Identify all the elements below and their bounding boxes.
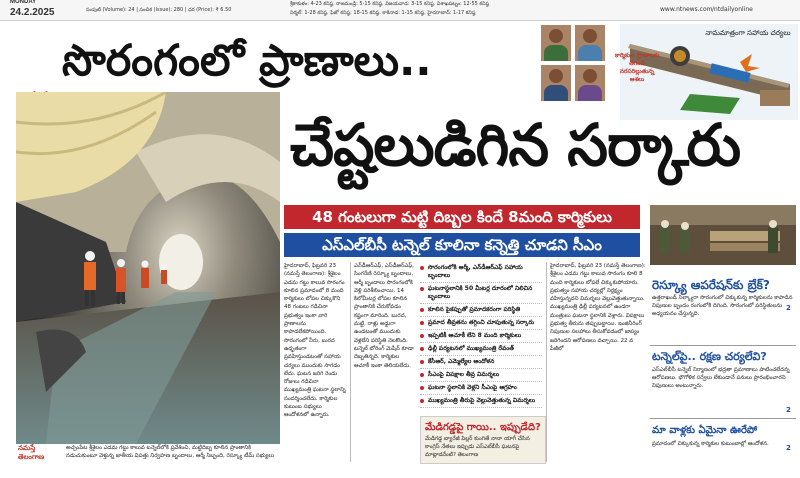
bullet-item: సొరంగంలోకి ఆర్మీ, ఎన్‌డీఆర్‌ఎఫ్ సహాయ బృందాలు (420, 262, 542, 283)
sidebar-story-3-page: 2 (786, 444, 791, 452)
bullet-dot-icon (420, 399, 424, 403)
rescue-callout: నామమాత్రంగా సహాయ చర్యలు (705, 29, 791, 37)
photo-caption: అచ్చంపేట శ్రీశైలం ఎడమ గట్టు కాలువ టన్నెల్‌లోకి ప్రవేశించి, మట్టిదిబ్బ కూలిన ప్రాంతానికి నడుచుకుంటూ వెళ్తున్న జాతీయ విపత్తు నిర్వహణ బృందాలు, ఆర్మీ సిబ్బంది, రెస్క్యూ టీమ్ సభ్యులు (66, 445, 275, 459)
worker-photo (540, 64, 572, 102)
sidebar-story-1-title[interactable]: రెస్క్యూ ఆపరేషన్‌కు బ్రేక్? (652, 278, 770, 292)
bullet-dot-icon (420, 266, 424, 270)
edition-info: సంపుటి (Volume): 24 | సంచిక (Issue): 280 | ధర (Price): ₹ 6.50 (86, 7, 232, 13)
headline-top-text: సొరంగంలో ప్రాణాలు.. (62, 36, 432, 86)
boxed-story-body: మేడిగడ్డ బ్యారేజీ పిల్లర్ కుంగితే నానా యాగీ చేసిన కాంగ్రెస్ నేతలు ఇప్పుడు ఎస్ఎల్‌బీసీ ఘటనపై మాట్లాడరేంటి? తెలంగాణ (425, 436, 530, 458)
article-column-1: హైదరాబాద్, ఫిబ్రవరి 23 (నమస్తే తెలంగాణ): శ్రీశైలం ఎడమ గట్టు కాలువ సొరంగం కూలిన ప్రమాదంలో 8 మంది కార్మికులు లోపల చిక్కుకొని 48 గంటలు గడిచినా ప్రభుత్వం ఇంకా వారి ప్రాణాలను కాపాడలేకపోయింది. సొరంగంలో నీరు, బురద ఉధృతంగా ప్రవహిస్తుండటంతో సహాయ చర్యలు ముందుకు సాగడం లేదు. ఘటన జరిగి రెండు రోజులు గడిచినా ముఖ్యమంత్రి ఘటనా స్థలాన్ని సందర్శించలేదు. కార్మికుల కుటుంబ సభ్యులు ఆందోళనలో ఉన్నారు. (284, 263, 346, 419)
boxed-story-title: మేడిగడ్డపై గాయి.. ఇప్పుడేది? (425, 422, 541, 433)
photo-credit: నమస్తే తెలంగాణ (18, 444, 45, 461)
rescue-team-image (650, 205, 796, 265)
sidebar-story-2-page: 2 (786, 406, 791, 414)
workers-callout: కార్మికుల ప్రాణాలకు తెగించి నరసరిల్లుతున్న ఆశలు (614, 52, 660, 83)
rescue-team-photo (650, 205, 796, 265)
main-photo (16, 92, 280, 444)
bullet-dot-icon (420, 360, 424, 364)
bullet-item: కూలిన పైకప్పుతో ప్రమాదకరంగా పరిస్థితి (420, 304, 542, 317)
bullet-dot-icon (420, 308, 424, 312)
headline-top (16, 34, 536, 88)
bullet-dot-icon (420, 334, 424, 338)
article-column-3: హైదరాబాద్, ఫిబ్రవరి 23 (నమస్తే తెలంగాణ): శ్రీశైలం ఎడమ గట్టు కాలువ సొరంగం కూలి 8 మంది కార్మికులు లోపలే చిక్కుకుపోయారు. ప్రభుత్వం సహాయ చర్యల్లో నిర్లక్ష్యం వహిస్తున్నదని విమర్శలు వెల్లువెత్తుతున్నాయి. ముఖ్యమంత్రి ఢిల్లీ పర్యటనలో ఉండగా మంత్రులు ఘటనా స్థలానికి వెళ్లారు. విపక్షాలు ప్రభుత్వ తీరును తప్పుబట్టాయి. ఇంజినీరింగ్ నిపుణుల సలహాలు తీసుకోవడంలో జాప్యం జరిగిందని ఆరోపణలు వచ్చాయి. 22 వ పేజీలో (550, 263, 646, 352)
sidebar-divider (650, 345, 796, 346)
worker-photo (574, 64, 606, 102)
worker-photos (540, 24, 610, 104)
social-handle[interactable]: /ntdailyonline (712, 6, 753, 13)
rescue-worker-figure (161, 264, 167, 284)
bullet-item: ఢిల్లీ పర్యటనలో ముఖ్యమంత్రి రేవంత్ (420, 343, 542, 356)
sidebar-story-3-title[interactable]: మా వాళ్లకు ఏమైనా ఊరేపో (652, 425, 758, 436)
masthead-strip (0, 0, 800, 21)
bullet-item: ఘటనాస్థలానికి 50 మీటర్ల దూరంలో నిలిచిన బృందాలు (420, 283, 542, 304)
bullet-item: ప్రమాద తీవ్రతను తగ్గించి చూపుతున్న సర్కారు (420, 317, 542, 330)
column-divider (350, 262, 351, 462)
bullet-item: కేసీఆర్, ఎమ్మెల్యేల ఆందోళన (420, 356, 542, 369)
sidebar-story-1-body: ఉత్తరాఖండ్ సిల్క్యారా సొరంగంలో చిక్కుకున్న కార్మికులను కాపాడిన నిపుణుల బృందం రంగంలోకి దిగింది. సొరంగంలో పరిస్థితులను అధ్యయనం చేస్తున్నది. (652, 295, 793, 317)
weather-line-1: శ్రీకాకుళం: 4-23 కనిష్ఠ. రాజమండ్రి: 5-15 కనిష్ఠ. విజయవాడ: 3-15 కనిష్ఠ. విశాఖపట్నం: 12-55 కనిష్ఠ (290, 1, 490, 7)
bullet-dot-icon (420, 321, 424, 325)
weekday: MONDAY (10, 0, 37, 5)
deck-red: 48 గంటలుగా మట్టి దిబ్బల కిందే 8మంది కార్మికులు (284, 205, 640, 229)
bullet-dot-icon (420, 373, 424, 377)
worker-photo (540, 24, 572, 62)
bullet-item: ముఖ్యమంత్రి తీరుపై వెల్లువెత్తుతున్న విమర్శలు (420, 395, 542, 408)
boxed-story (420, 416, 546, 464)
sidebar-story-3-body: ప్రమాదంలో చిక్కుకున్న కార్మికుల కుటుంబాల్లో ఆందోళన. (652, 441, 769, 447)
bullet-dot-icon (420, 347, 424, 351)
bullet-item: సీఎంపై విపక్షాల తీవ్ర విమర్శలు (420, 369, 542, 382)
column-divider (546, 262, 547, 462)
headline-main: చేష్టలుడిగిన సర్కారు (290, 111, 741, 179)
article-column-2: ఎన్‌డీఆర్‌ఎఫ్, ఎస్‌డీఆర్‌ఎఫ్, సింగరేణి రెస్క్యూ బృందాలు, ఆర్మీ బృందాలు సొరంగంలోకి వెళ్లి పరిశీలించాయి. 14 కిలోమీటర్ల లోపల కూలిన ప్రాంతానికి చేరుకోవడం కష్టంగా మారింది. బురద, మట్టి, రాళ్లు అడ్డుగా ఉండటంతో ముందుకు వెళ్లలేని పరిస్థితి నెలకొంది. టన్నెల్ బోరింగ్ మెషీన్ కూడా దెబ్బతిన్నది. కార్మికుల ఆచూకీ ఇంకా తెలియలేదు. (354, 263, 414, 369)
website-link[interactable]: www.ntnews.com (660, 6, 713, 13)
sidebar-divider (650, 418, 796, 419)
tunnel-rescue-image (16, 92, 280, 444)
bullet-dot-icon (420, 386, 424, 390)
sidebar-story-1-page: 2 (786, 304, 791, 312)
worker-photo (574, 24, 606, 62)
bullet-item: ఘటనా స్థలానికి వెళ్లని సీఎంపై ఆగ్రహం (420, 382, 542, 395)
sidebar-story-2-title[interactable]: టన్నెల్‌పై.. రక్షణ చర్యలేవి? (652, 350, 767, 363)
rescue-worker-figure (141, 261, 149, 289)
sidebar-story-2-body: ఎస్ఎల్‌బీసీ టన్నెల్ నిర్మాణంలో భద్రతా ప్రమాణాలు పాటించలేదన్న ఆరోపణలు. భౌగోళిక సర్వేలు లేకుండానే పనులు ప్రారంభించారని నిపుణులు అంటున్నారు. (652, 367, 790, 389)
date-box (10, 0, 60, 20)
issue-date: 24.2.2025 (10, 7, 55, 18)
bullet-dot-icon (420, 287, 424, 291)
weather-line-2: నిర్మల్: 1-28 కనిష్ఠ. ఫిజో కనిష్ఠ: 18-15 కనిష్ఠ. కాకినాడ: 1-15 కనిష్ఠ. హైదరాబాద్: 1-17 కనిష్ఠ (290, 10, 476, 16)
bullet-item: ఇప్పటికీ ఆచూకీ లేని 8 మంది కార్మికులు (420, 330, 542, 343)
deck-blue: ఎస్ఎల్‌బీసీ టన్నెల్ కూలినా కన్నెత్తి చూడని సీఎం (284, 233, 640, 257)
